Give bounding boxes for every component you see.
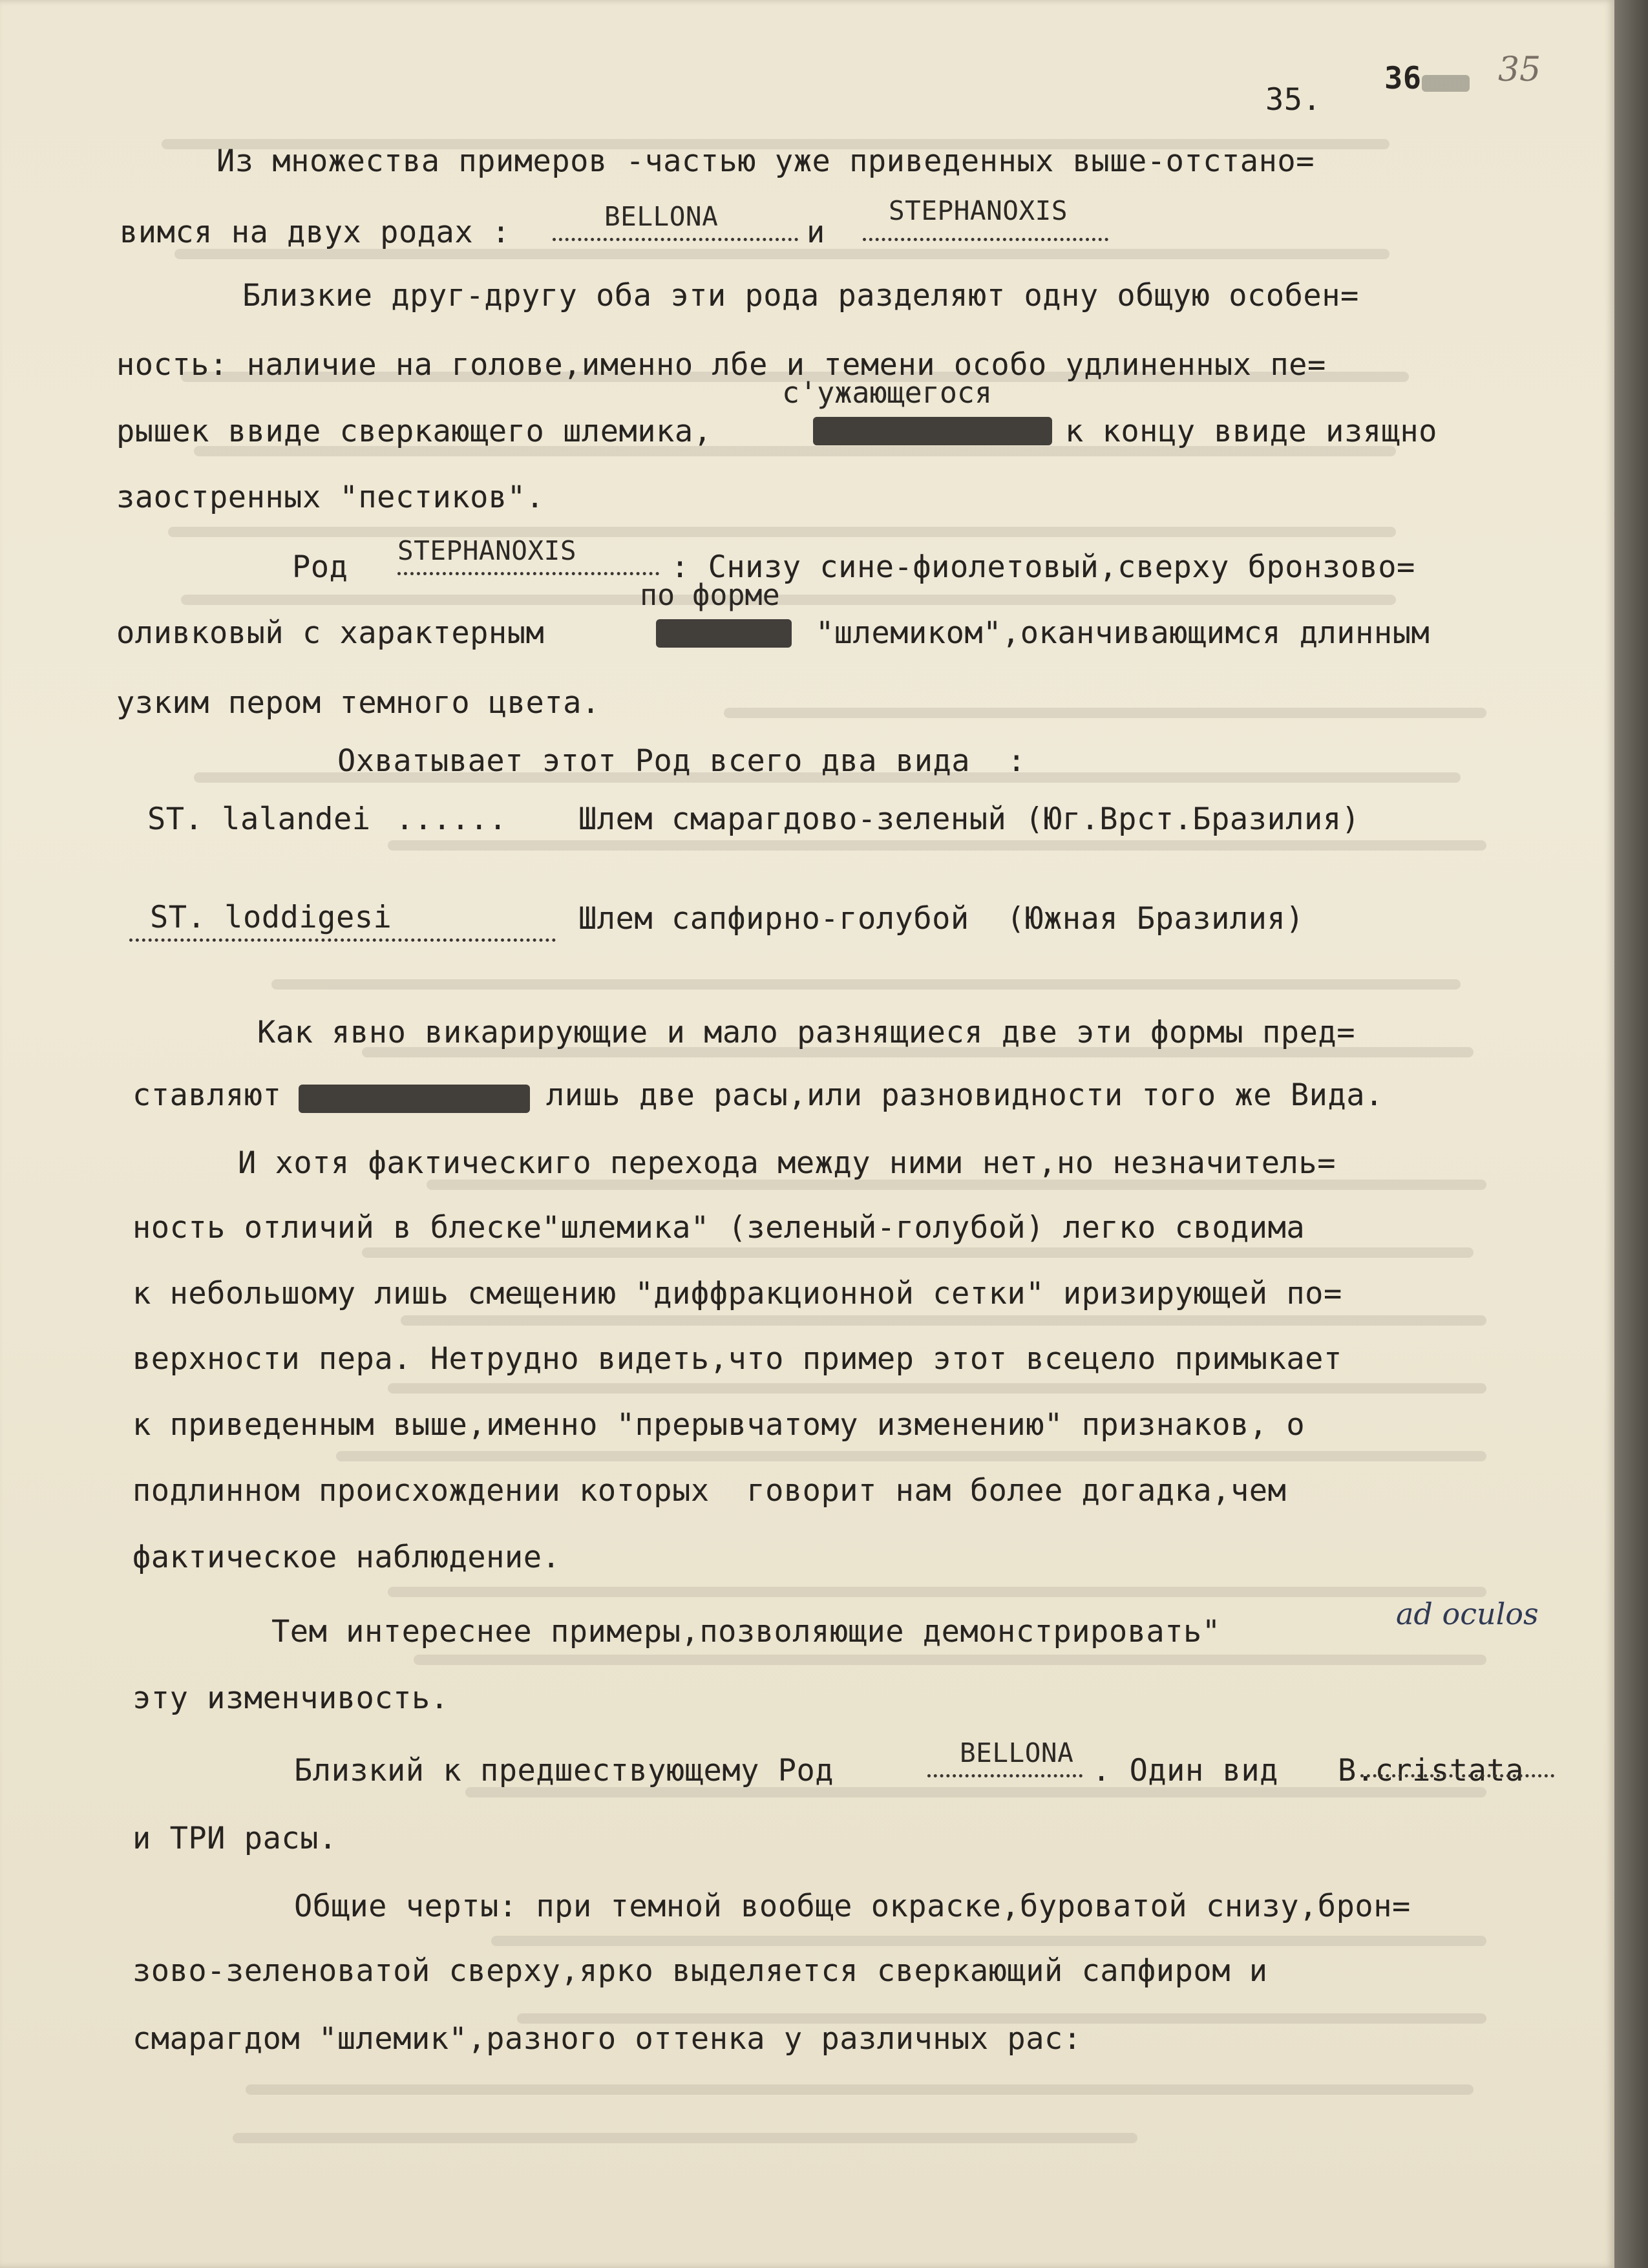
page-number-typed-corner: 36	[1384, 61, 1422, 96]
strikeout-overtype	[813, 417, 1052, 445]
dotted-underline	[553, 238, 798, 241]
text-line: узким пером темного цвета.	[116, 685, 600, 721]
handwritten-insertion: ad oculos	[1396, 1596, 1539, 1631]
species-description: Шлем сапфирно-голубой (Южная Бразилия)	[578, 901, 1305, 937]
text-line: к приведенным выше,именно "прерывчатому изменению" признаков, о	[132, 1407, 1305, 1443]
text-line: ность отличий в блеске"шлемика" (зеленый-голубой) легко сводима	[132, 1210, 1305, 1245]
text-line: фактическое наблюдение.	[132, 1540, 561, 1575]
text-line: ставляют	[132, 1077, 282, 1113]
text-line: смарагдом "шлемик",разного оттенка у различных рас:	[132, 2021, 1082, 2057]
genus-name-bellona: BELLONA	[960, 1737, 1074, 1768]
species-dots: ......	[396, 801, 507, 837]
text-line: Близкие друг-другу оба эти рода разделяют одну общую особен=	[242, 278, 1359, 313]
text-line: Тем интереснее примеры,позволяющие демонстрировать"	[271, 1614, 1221, 1649]
dotted-underline	[927, 1774, 1083, 1777]
genus-name-stephanoxis: STEPHANOXIS	[889, 195, 1068, 226]
text-line: Общие черты: при темной вообще окраске,буроватой снизу,брон=	[294, 1889, 1411, 1924]
text-line: подлинном происхождении которых говорит нам более догадка,чем	[132, 1473, 1287, 1509]
text-line: эту изменчивость.	[132, 1680, 449, 1716]
text-line: Охватывает этот Род всего два вида :	[337, 743, 1026, 779]
page-number: 35.	[1265, 82, 1322, 118]
species-name-cristata: B.cristata	[1338, 1753, 1524, 1788]
text-line: и	[807, 215, 825, 250]
species-description: Шлем смарагдово-зеленый (Юг.Врст.Бразилия)	[578, 801, 1360, 837]
text-line: вимся на двух родах :	[120, 215, 511, 250]
text-line: . Один вид	[1092, 1753, 1278, 1788]
text-line: к небольшому лишь смещению "диффракционной сетки" иризирующей по=	[132, 1276, 1342, 1311]
text-line: верхности пера. Нетрудно видеть,что пример этот всецело примыкает	[132, 1341, 1342, 1377]
species-code: ST. loddigesi	[150, 900, 392, 935]
text-line: ность: наличие на голове,именно лбе и темени особо удлиненных пе=	[116, 347, 1326, 383]
dotted-underline	[1360, 1774, 1554, 1777]
text-line: Из множества примеров -частью уже приведенных выше-отстано=	[217, 143, 1315, 179]
genus-name-bellona: BELLONA	[604, 201, 719, 232]
text-line: И хотя фактическиго перехода между ними нет,но незначитель=	[238, 1145, 1336, 1181]
strikeout-overtype	[656, 619, 792, 648]
text-line: заостренных "пестиков".	[116, 480, 545, 515]
text-line: "шлемиком",оканчивающимся длинным	[816, 615, 1430, 651]
text-line: : Снизу сине-фиолетовый,сверху бронзово=	[671, 549, 1415, 585]
page-number-pencil: 35	[1498, 50, 1541, 89]
strikeout-overtype	[299, 1085, 530, 1113]
text-line: зово-зеленоватой сверху,ярко выделяется сверкающий сапфиром и	[132, 1953, 1268, 1989]
dotted-underline	[129, 938, 556, 942]
species-code: ST. lalandei	[147, 801, 371, 837]
scan-background-edge	[1614, 0, 1648, 2268]
typed-insertion: с'ужающегося	[782, 376, 993, 410]
text-line: к концу ввиде изящно	[1065, 414, 1437, 449]
text-line: Близкий к предшествующему Род	[294, 1753, 834, 1788]
typed-insertion: по форме	[640, 578, 780, 612]
corner-strikeout	[1422, 75, 1470, 92]
text-line: и ТРИ расы.	[132, 1821, 337, 1856]
dotted-underline	[863, 238, 1108, 241]
text-line: лишь две расы,или разновидности того же Вида.	[546, 1077, 1384, 1113]
text-line: оливковый с характерным	[116, 615, 545, 651]
text-line: рышек ввиде сверкающего шлемика,	[116, 414, 712, 449]
genus-name-stephanoxis: STEPHANOXIS	[397, 535, 577, 566]
text-line: Род	[292, 549, 348, 585]
dotted-underline	[397, 572, 659, 575]
text-line: Как явно викарирующие и мало разнящиеся две эти формы пред=	[257, 1015, 1355, 1050]
